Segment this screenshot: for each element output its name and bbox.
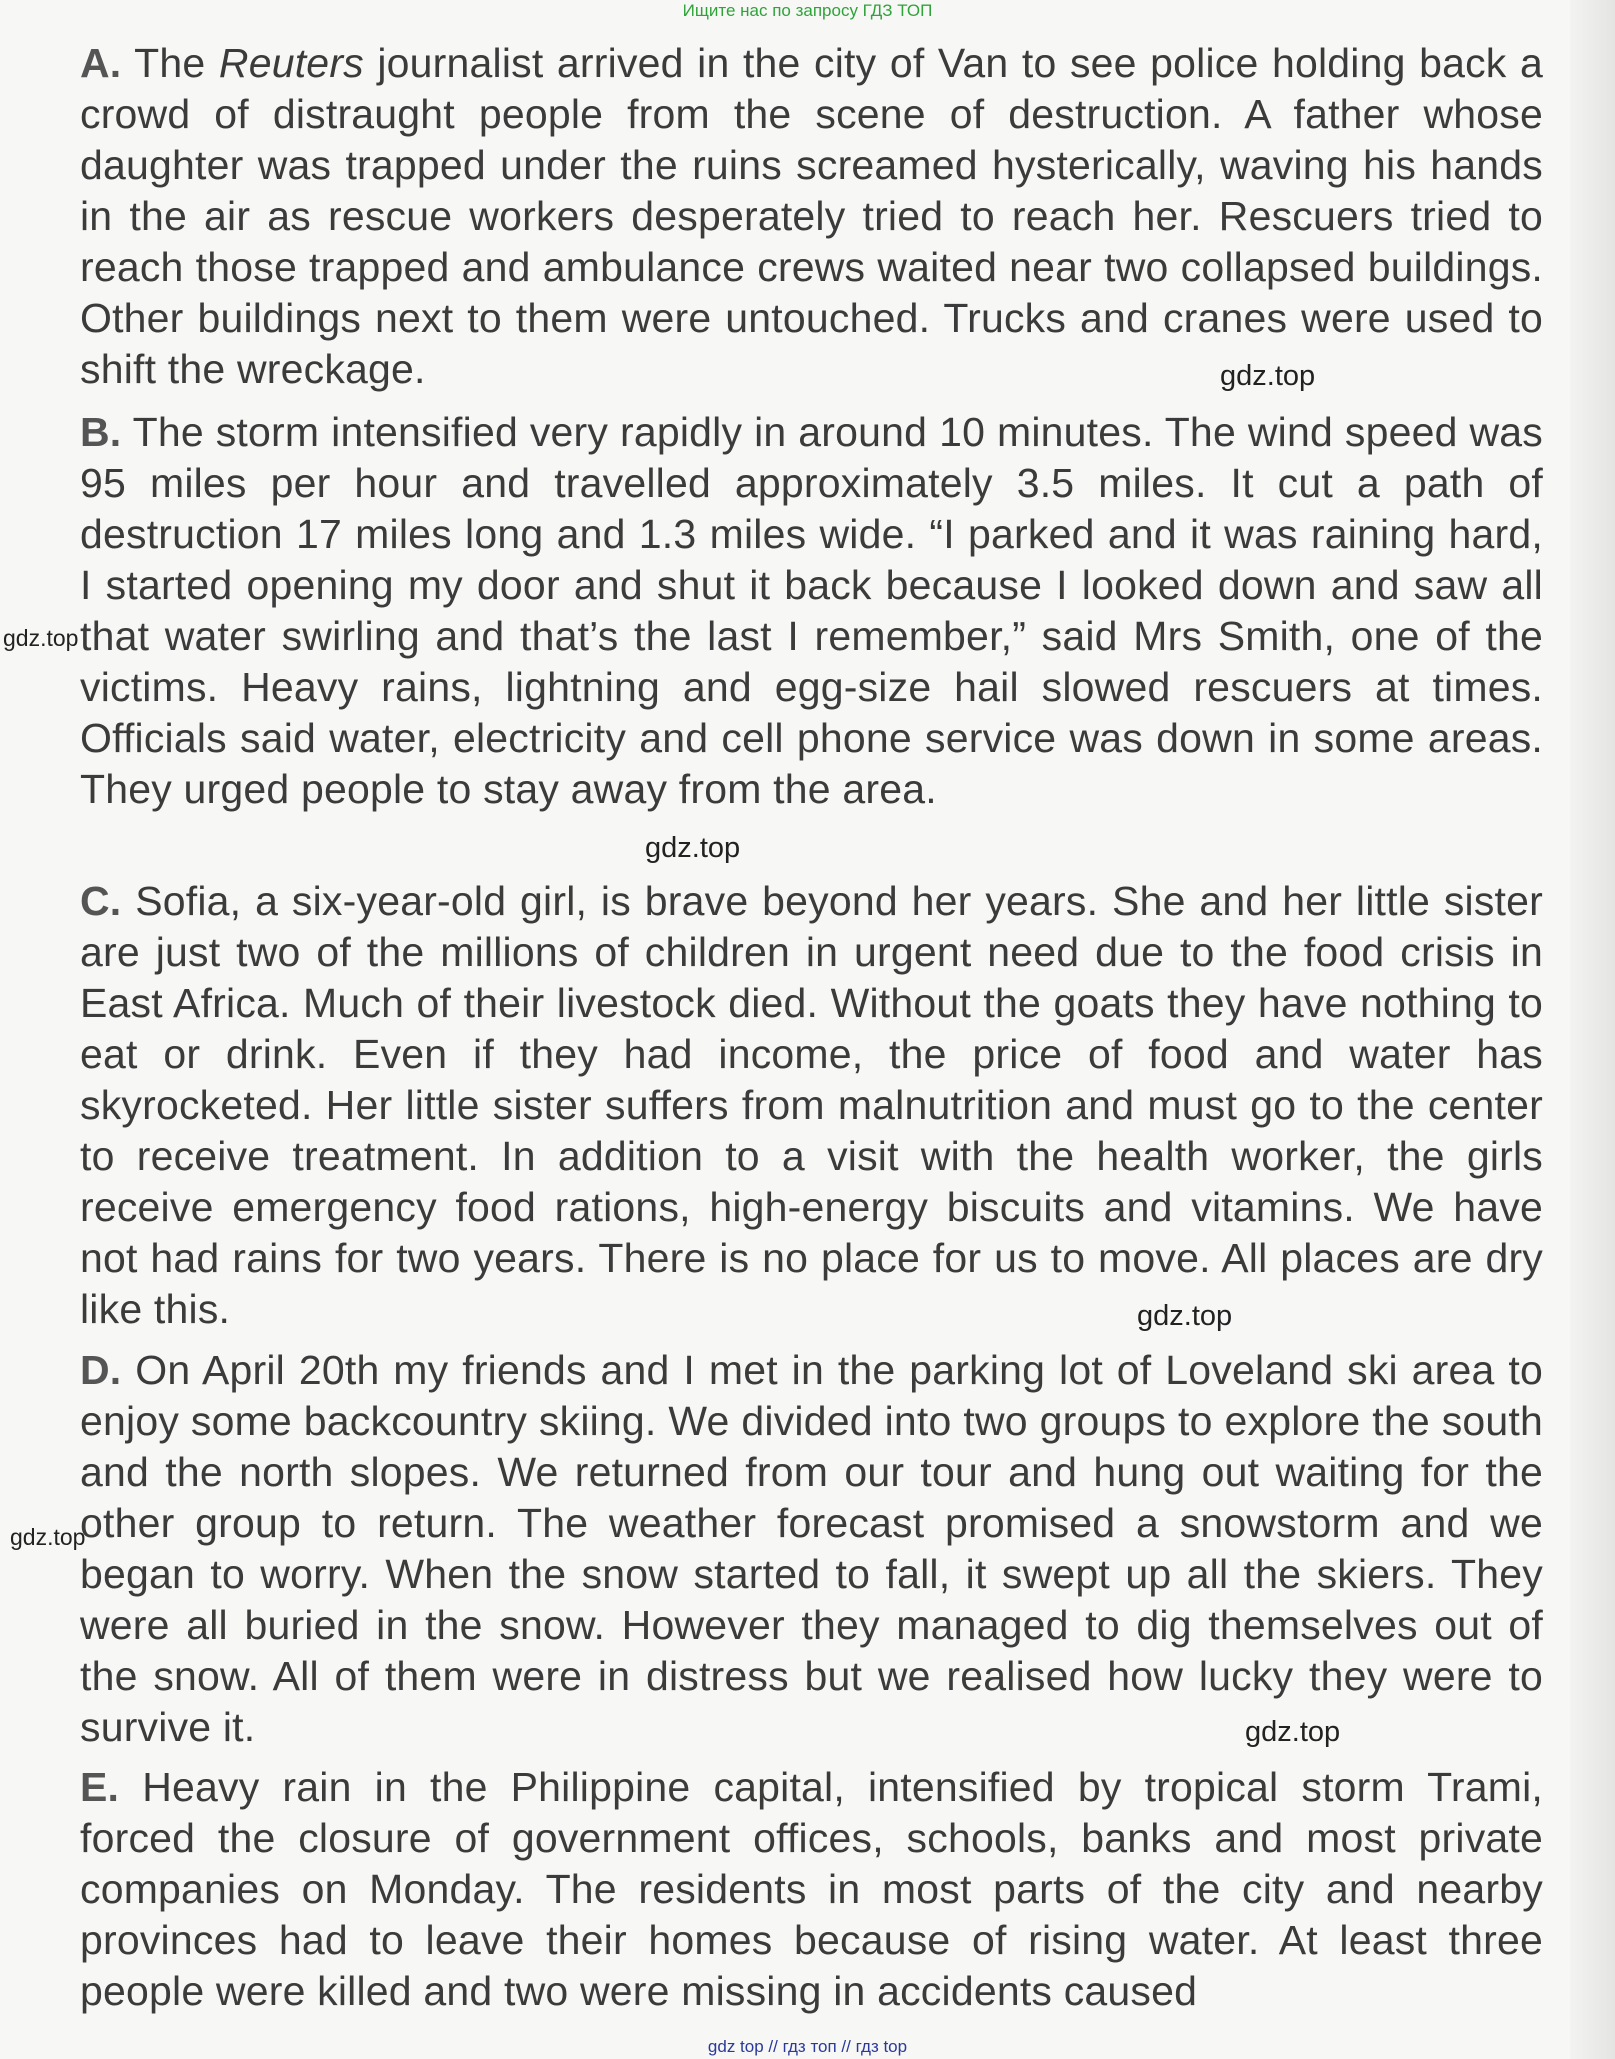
bottom-banner: gdz top // гдз топ // гдз top [707, 2037, 908, 2056]
paragraph-b [80, 407, 1543, 815]
watermark: gdz.top [645, 832, 741, 864]
paragraph-b-letter: B. [80, 409, 122, 455]
paragraph-d [80, 1345, 1543, 1753]
watermark: gdz.top [1220, 360, 1316, 392]
paragraph-d-letter: D. [80, 1347, 122, 1393]
paragraph-a-letter: A. [80, 40, 122, 86]
paragraph-d-text: On April 20th my friends and I met in the parking lot of Loveland ski area to enjoy some backcountry skiing. We divided into two groups to explore the south and the north slopes. We returned from our tour and hung out waiting for the other group to return. The weather forecast promised a snowstorm and we began to worry. When the snow started to fall, it swept up all the skiers. They were all buried in the snow. However they managed to dig themselves out of the snow. All of them were in distress but we realised how lucky they were to survive it. [80, 1347, 1543, 1750]
page-edge-shadow [1570, 0, 1615, 2059]
paragraph-e-text: Heavy rain in the Philippine capital, intensified by tropical storm Trami, forced the closure of government offices, schools, banks and most private companies on Monday. The residents in most parts of the city and nearby provinces had to leave their homes because of rising water. At least three people were killed and two were missing in accidents caused [80, 1764, 1543, 2014]
watermark: gdz.top [1245, 1716, 1341, 1748]
paragraph-c-text: Sofia, a six-year-old girl, is brave beyond her years. She and her little sister are just two of the millions of children in urgent need due to the food crisis in East Africa. Much of their livestock died. Without the goats they have nothing to eat or drink. Even if they had income, the price of food and water has skyrocketed. Her little sister suffers from malnutrition and must go to the center to receive treatment. In addition to a visit with the health worker, the girls receive emergency food rations, high-energy biscuits and vitamins. We have not had rains for two years. There is no place for us to move. All places are dry like this. [80, 878, 1544, 1332]
top-banner: Ищите нас по запросу ГДЗ ТОП [682, 1, 933, 20]
paragraph-e-letter: E. [80, 1764, 120, 1810]
paragraph-b-text: The storm intensified very rapidly in around 10 minutes. The wind speed was 95 miles per hour and travelled approximately 3.5 miles. It cut a path of destruction 17 miles long and 1.3 miles wide. “I parked and it was raining hard, I started opening my door and shut it back because I looked down and saw all that water swirling and that’s the last I remember,” said Mrs Smith, one of the victims. Heavy rains, lightning and egg-size hail slowed rescuers at times. Officials said water, electricity and cell phone service was down in some areas. They urged people to stay away from the area. [80, 409, 1543, 812]
watermark: gdz.top [10, 1524, 86, 1550]
paragraph-a-italic: Reuters [218, 40, 364, 86]
paragraph-a [80, 38, 1543, 395]
paragraph-e [80, 1762, 1543, 2017]
paragraph-c-letter: C. [80, 878, 122, 924]
paragraph-a-text: journalist arrived in the city of Van to see police holding back a crowd of distraught people from the scene of destruction. A father whose daughter was trapped under the ruins screamed hysterically, waving his hands in the air as rescue workers desperately tried to reach her. Rescuers tried to reach those trapped and ambulance crews waited near two collapsed buildings. Other buildings next to them were untouched. Trucks and cranes were used to shift the wreckage. [80, 40, 1544, 392]
watermark: gdz.top [3, 625, 79, 651]
paragraph-a-lead: The [134, 40, 219, 86]
watermark: gdz.top [1137, 1300, 1233, 1332]
paragraph-c [80, 876, 1543, 1335]
